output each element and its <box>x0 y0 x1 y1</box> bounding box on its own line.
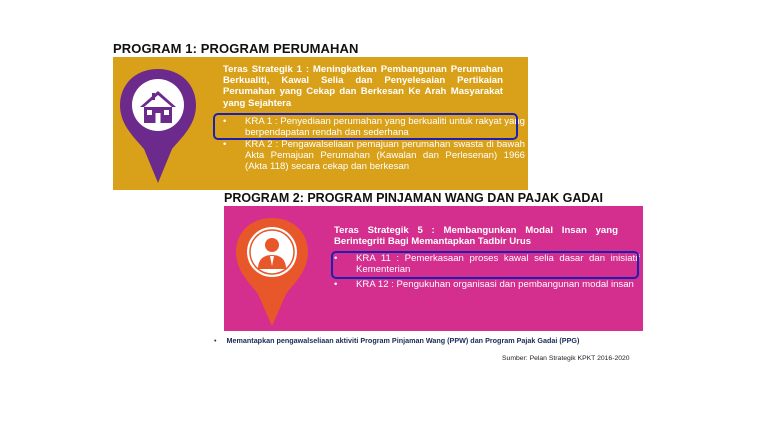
note-line <box>214 336 579 345</box>
bullet: • <box>214 336 217 345</box>
bullet: • <box>334 253 338 264</box>
program1-kra-2 <box>223 139 525 173</box>
program2-kra-12 <box>334 279 640 290</box>
bullet: • <box>223 139 227 150</box>
kra-12-text: KRA 12 : Pengukuhan organisasi dan pembangunan modal insan <box>356 279 634 290</box>
program2-strategic-thrust: Teras Strategik 5 : Membangunkan Modal Insan yang Berintegriti Bagi Memantapkan Tadbir Urus <box>334 225 618 248</box>
kra-1-text: KRA 1 : Penyediaan perumahan yang berkualiti untuk rakyat yang berpendapatan rendah dan sederhana <box>245 116 525 139</box>
bullet: • <box>223 116 227 127</box>
house-icon <box>118 65 198 190</box>
person-icon <box>232 214 312 331</box>
note-text: Memantapkan pengawalseliaan aktiviti Program Pinjaman Wang (PPW) dan Program Pajak Gadai (PPG) <box>226 336 580 345</box>
bullet: • <box>334 279 338 290</box>
program1-strategic-thrust: Teras Strategik 1 : Meningkatkan Pembangunan Perumahan Berkualiti, Kawal Selia dan Penyelesaian Pertikaian Perumahan yang Cekap dan Berkesan Ke Arah Masyarakat yang Sejahtera <box>223 64 503 109</box>
kra-11-text: KRA 11 : Pemerkasaan proses kawal selia dasar dan inisiatif Kementerian <box>356 253 640 276</box>
program1-heading: PROGRAM 1: PROGRAM PERUMAHAN <box>113 41 359 56</box>
kra-1-highlight-box <box>213 113 518 140</box>
program2-heading: PROGRAM 2: PROGRAM PINJAMAN WANG DAN PAJAK GADAI <box>224 191 603 205</box>
source-text: Sumber: Pelan Strategik KPKT 2016-2020 <box>502 355 630 362</box>
kra-2-text: KRA 2 : Pengawalseliaan pemajuan perumahan swasta di bawah Akta Pemajuan Perumahan (Kawalan dan Perlesenan) 1966 (Akta 118) secara cekap dan berkesan <box>245 139 525 173</box>
kra-11-highlight-box <box>331 251 639 279</box>
